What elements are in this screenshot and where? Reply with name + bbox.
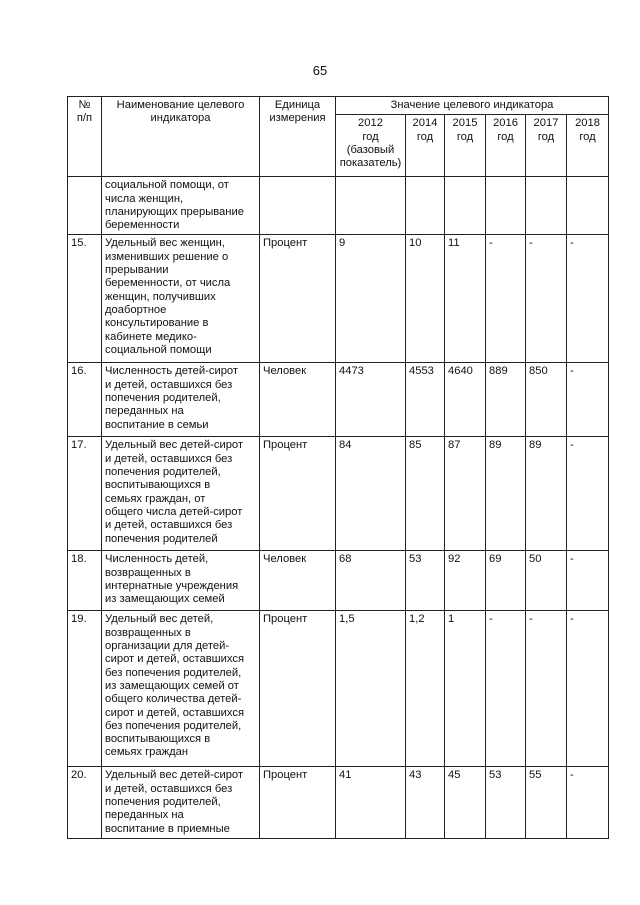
row-value: 84 xyxy=(336,437,406,551)
table-row xyxy=(68,767,609,839)
row-unit: Процент xyxy=(260,767,336,839)
row-value: 89 xyxy=(486,437,526,551)
row-num: 19. xyxy=(68,611,102,767)
row-value xyxy=(526,177,567,235)
table-header xyxy=(68,97,609,177)
row-name: Численность детей, возвращенных в интернатные учреждения из замещающих семей xyxy=(102,551,260,611)
row-value: 11 xyxy=(445,235,486,363)
row-name: Удельный вес детей, возвращенных в организации для детей- сирот и детей, оставшихся без попечения родителей, из замещающих семей от общего количества детей- сирот и детей, оставшихся без попечения родителей, воспитывающихся в семьях граждан xyxy=(102,611,260,767)
row-value: - xyxy=(486,235,526,363)
row-value: 53 xyxy=(486,767,526,839)
row-value: 889 xyxy=(486,363,526,437)
row-value xyxy=(445,177,486,235)
row-num xyxy=(68,177,102,235)
row-num: 18. xyxy=(68,551,102,611)
row-value: 85 xyxy=(406,437,445,551)
row-value: 4473 xyxy=(336,363,406,437)
row-value: 850 xyxy=(526,363,567,437)
row-value xyxy=(406,177,445,235)
header-year-2016: 2016 год xyxy=(486,115,526,177)
row-unit xyxy=(260,177,336,235)
table-row xyxy=(68,235,609,363)
page-number: 65 xyxy=(312,63,328,78)
table-row xyxy=(68,611,609,767)
row-name: Численность детей-сирот и детей, оставшихся без попечения родителей, переданных на воспитание в семьи xyxy=(102,363,260,437)
row-name: Удельный вес детей-сирот и детей, оставшихся без попечения родителей, переданных на воспитание в приемные xyxy=(102,767,260,839)
row-value: 43 xyxy=(406,767,445,839)
row-value: 92 xyxy=(445,551,486,611)
header-num: № п/п xyxy=(68,97,102,177)
table-body xyxy=(68,177,609,839)
row-unit: Процент xyxy=(260,235,336,363)
row-value: - xyxy=(526,611,567,767)
header-year-2014: 2014 год xyxy=(406,115,445,177)
row-value: - xyxy=(526,235,567,363)
row-value: 1,2 xyxy=(406,611,445,767)
header-values: Значение целевого индикатора xyxy=(336,97,609,115)
row-value: - xyxy=(567,363,609,437)
row-value: 1,5 xyxy=(336,611,406,767)
row-value: - xyxy=(567,551,609,611)
row-name: Удельный вес женщин, изменивших решение о прерывании беременности, от числа женщин, получивших доабортное консультирование в кабинете медико- социальной помощи xyxy=(102,235,260,363)
table-row xyxy=(68,551,609,611)
indicators-table xyxy=(67,96,609,839)
row-num: 15. xyxy=(68,235,102,363)
row-name: социальной помощи, от числа женщин, планирующих прерывание беременности xyxy=(102,177,260,235)
header-year-2017: 2017 год xyxy=(526,115,567,177)
row-unit: Человек xyxy=(260,363,336,437)
header-year-2015: 2015 год xyxy=(445,115,486,177)
row-unit: Процент xyxy=(260,437,336,551)
row-value: 89 xyxy=(526,437,567,551)
row-value xyxy=(567,177,609,235)
row-value: - xyxy=(567,437,609,551)
header-name: Наименование целевого индикатора xyxy=(102,97,260,177)
header-unit: Единица измерения xyxy=(260,97,336,177)
row-value: 87 xyxy=(445,437,486,551)
row-unit: Человек xyxy=(260,551,336,611)
row-value xyxy=(336,177,406,235)
row-num: 20. xyxy=(68,767,102,839)
row-value: - xyxy=(567,235,609,363)
table-row xyxy=(68,363,609,437)
row-value: 50 xyxy=(526,551,567,611)
row-value: 68 xyxy=(336,551,406,611)
row-value: 69 xyxy=(486,551,526,611)
row-value: 45 xyxy=(445,767,486,839)
header-year-2012: 2012 год (базовый показатель) xyxy=(336,115,406,177)
row-value: 10 xyxy=(406,235,445,363)
table-row xyxy=(68,437,609,551)
row-num: 17. xyxy=(68,437,102,551)
row-unit: Процент xyxy=(260,611,336,767)
row-value: 4553 xyxy=(406,363,445,437)
row-value: - xyxy=(567,611,609,767)
row-name: Удельный вес детей-сирот и детей, оставшихся без попечения родителей, воспитывающихся в семьях граждан, от общего числа детей-сирот и детей, оставшихся без попечения родителей xyxy=(102,437,260,551)
header-year-2018: 2018 год xyxy=(567,115,609,177)
row-value: 55 xyxy=(526,767,567,839)
row-value: 41 xyxy=(336,767,406,839)
row-value: 9 xyxy=(336,235,406,363)
row-num: 16. xyxy=(68,363,102,437)
table-row xyxy=(68,177,609,235)
row-value: 53 xyxy=(406,551,445,611)
row-value: 1 xyxy=(445,611,486,767)
row-value: 4640 xyxy=(445,363,486,437)
row-value: - xyxy=(567,767,609,839)
row-value: - xyxy=(486,611,526,767)
row-value xyxy=(486,177,526,235)
